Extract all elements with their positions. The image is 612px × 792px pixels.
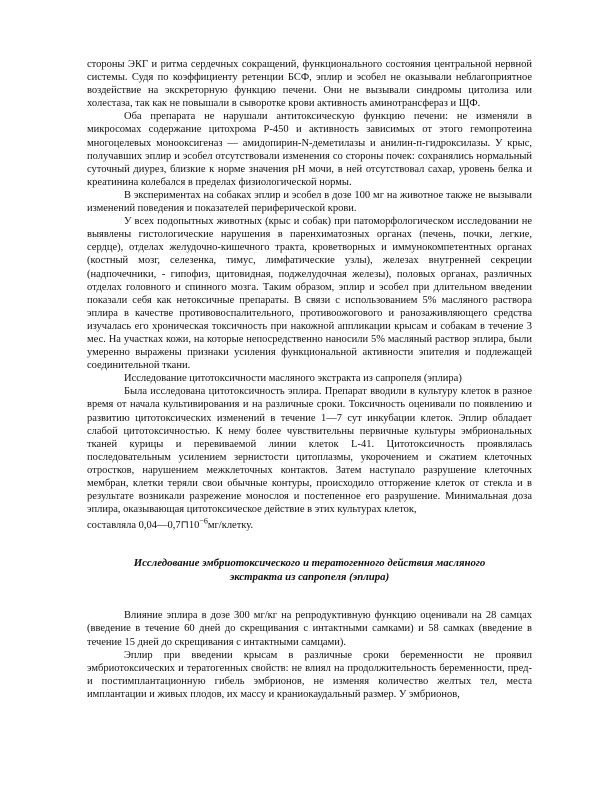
paragraph-cytotoxicity-title: Исследование цитотоксичности масляного экстракта из сапропеля (эплира) (124, 373, 462, 385)
dose-symbol: ⊓ (180, 520, 189, 532)
dose-suffix: мг/клетку. (207, 520, 254, 532)
section-heading (87, 557, 532, 584)
paragraph-antitoxic-function: Оба препарата не нарушали антитоксическую функцию печени: не изменяли в микросомах содержание цитохрома Р-450 и активность зависимых от этого гемопротеина многоцелевых монооксигеназ — амидопирин-N-деметилазы и анилин-п-гидроксилазы. У крыс, получавших эплир и эсобел отсутствовали изменения со стороны почек: сохранялись нормальный суточный диурез, близкие к норме значения рН мочи, в ней отсутствовал сахар, уровень белка и креатинина колебался в пределах физиологической нормы. (87, 111, 532, 188)
paragraph-cytotoxicity (87, 385, 532, 532)
dose-line (87, 516, 532, 532)
dose-prefix: составляла 0,04—0,7 (87, 520, 181, 532)
paragraph-pregnancy-results: Эплир при введении крысам в различные сроки беременности не проявил эмбриотоксических и тератогенных свойств: не влиял на продолжительность беременности, пред- и постимплантационную гибель эмбрионов, не изменяя количество желтых тел, места имплантации и живых плодов, их массу и краниокаудальный размер. У эмбрионов, (87, 649, 532, 700)
section-heading-line-1: Исследование эмбриотоксического и тератогенного действия масляного (133, 557, 486, 570)
paragraph-pathomorphology: У всех подопытных животных (крыс и собак) при патоморфологическом исследовании не выявлены гистологические нарушения в паренхиматозных органах (печень, почки, легкие, сердце), отделах желудочно-кишечного тракта, кроветворных и иммунокомпетентных органах (костный мозг, селезенка, тимус, лимфатические узлы), железах внутренней секреции (надпочечники, - гипофиз, щитовидная, поджелудочная железы), половых органах, различных отделах головного и спинного мозга. Таким образом, эплир и эсобел при длительном введении показали себя как нетоксичные препараты. В связи с использованием 5% масляного раствора эплира в качестве противовоспалительного, противоожогового и ранозаживляющего средства изучалась его хроническая токсичность при накожной аппликации крысам и собакам в течение 3 мес. На участках кожи, на которые непосредственно наносили 5% масляный раствор эплира, были умеренно выражены признаки усиления функциональной активности эпителия и подлежащей соединительной ткани. (87, 216, 532, 372)
section-heading-line-2: экстракта из сапропеля (эплира) (229, 570, 390, 583)
paragraph-reproductive-function: Влияние эплира в дозе 300 мг/кг на репродуктивную функцию оценивали на 28 самцах (введение в течение 60 дней до скрещивания с интактными самками) и 58 самках (введение в течение 15 дней до скрещивания с интактными самцами). (87, 610, 532, 648)
paragraph-cytotoxicity-body: Была исследована цитотоксичность эплира. Препарат вводили в культуру клеток в разное время от начала культивирования и на различные сроки. Токсичность оценивали по появлению и развитию цитотоксических изменений в течение 1—7 сут инкубации клеток. Эплир обладает слабой цитотоксичностью. К нему более чувствительны первичные культуры эмбриональных тканей курицы и перевиваемой линии клеток L-41. Цитотоксичность проявлялась последовательным усилением зернистости цитоплазмы, укорочением и сжатием клеточных отростков, нарушением межклеточных контактов. Затем наступало разрушение клеточных мембран, клетки теряли свои обычные контуры, происходило отторжение клеток от стекла и в результате возникали разрежение монослоя и постепенное его разрушение. Минимальная доза эплира, оказывающая цитотоксическое действие в этих культурах клеток, (87, 386, 532, 516)
paragraph-ekg-liver: стороны ЭКГ и ритма сердечных сокращений, функционального состояния центральной нервной системы. Судя по коэффициенту ретенции БСФ, эплир и эсобел не оказывали неблагоприятное воздействие на экскреторную функцию печени. Они не вызывали синдромы цитолиза или холестаза, так как не повышали в сыворотке крови активность аминотрансфераз и ЩФ. (87, 59, 532, 110)
paragraph-dog-experiments: В экспериментах на собаках эплир и эсобел в дозе 100 мг на животное также не вызывали изменений поведения и показателей периферической крови. (87, 189, 532, 215)
dose-exponent: −6 (199, 516, 208, 526)
dose-ten: 10 (188, 520, 200, 532)
